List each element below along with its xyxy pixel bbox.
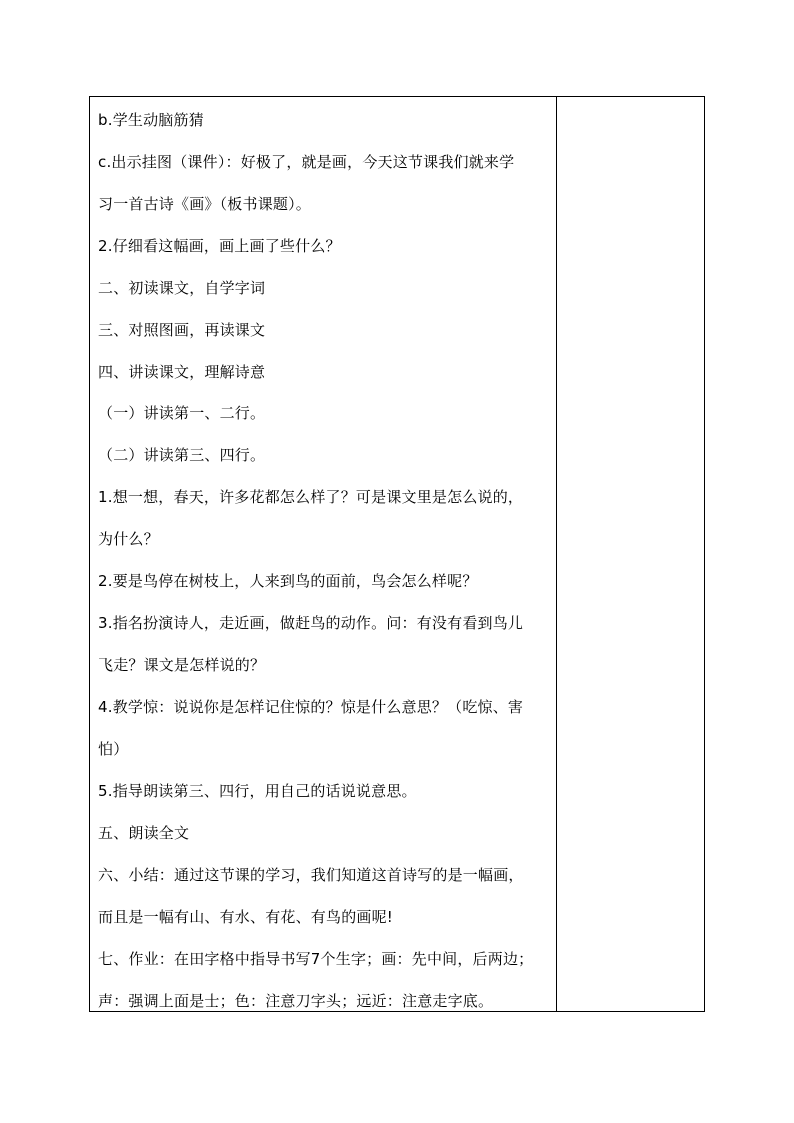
lesson-line: 三、对照图画，再读课文 xyxy=(98,321,266,339)
lesson-line: 二、初读课文，自学字词 xyxy=(98,279,266,297)
lesson-line: 五、朗读全文 xyxy=(98,824,190,842)
lesson-line: 四、讲读课文，理解诗意 xyxy=(98,363,266,381)
lesson-line: （二）讲读第三、四行。 xyxy=(98,446,266,464)
lesson-line: （一）讲读第一、二行。 xyxy=(98,404,266,422)
lesson-line: 飞走？课文是怎样说的？ xyxy=(98,656,266,674)
lesson-line: 声：强调上面是士；色：注意刀字头；远近：注意走字底。 xyxy=(98,992,494,1010)
lesson-line: 1.想一想，春天，许多花都怎么样了？可是课文里是怎么说的， xyxy=(98,488,524,506)
lesson-line: 3.指名扮演诗人，走近画，做赶鸟的动作。问：有没有看到鸟儿 xyxy=(98,614,524,632)
lesson-line: 2.仔细看这幅画，画上画了些什么？ xyxy=(98,237,341,255)
lesson-line: 怕） xyxy=(98,740,129,758)
lesson-line: 六、小结：通过这节课的学习，我们知道这首诗写的是一幅画， xyxy=(98,866,524,884)
lesson-line: 习一首古诗《画》（板书课题）。 xyxy=(98,195,312,213)
lesson-line: 2.要是鸟停在树枝上，人来到鸟的面前，鸟会怎么样呢？ xyxy=(98,572,478,590)
lesson-line: 为什么？ xyxy=(98,530,159,548)
lesson-table xyxy=(89,96,705,1012)
notes-cell xyxy=(557,97,704,1011)
lesson-line: 4.教学惊：说说你是怎样记住惊的？惊是什么意思？（吃惊、害 xyxy=(98,698,524,716)
lesson-line: 5.指导朗读第三、四行，用自己的话说说意思。 xyxy=(98,782,417,800)
lesson-line: b.学生动脑筋猜 xyxy=(98,111,204,129)
lesson-line: c.出示挂图（课件）：好极了，就是画，今天这节课我们就来学 xyxy=(98,153,515,171)
lesson-content-cell xyxy=(90,97,557,1011)
lesson-line: 七、作业：在田字格中指导书写7个生字；画：先中间，后两边； xyxy=(98,950,534,968)
lesson-line: 而且是一幅有山、有水、有花、有鸟的画呢! xyxy=(98,908,394,926)
